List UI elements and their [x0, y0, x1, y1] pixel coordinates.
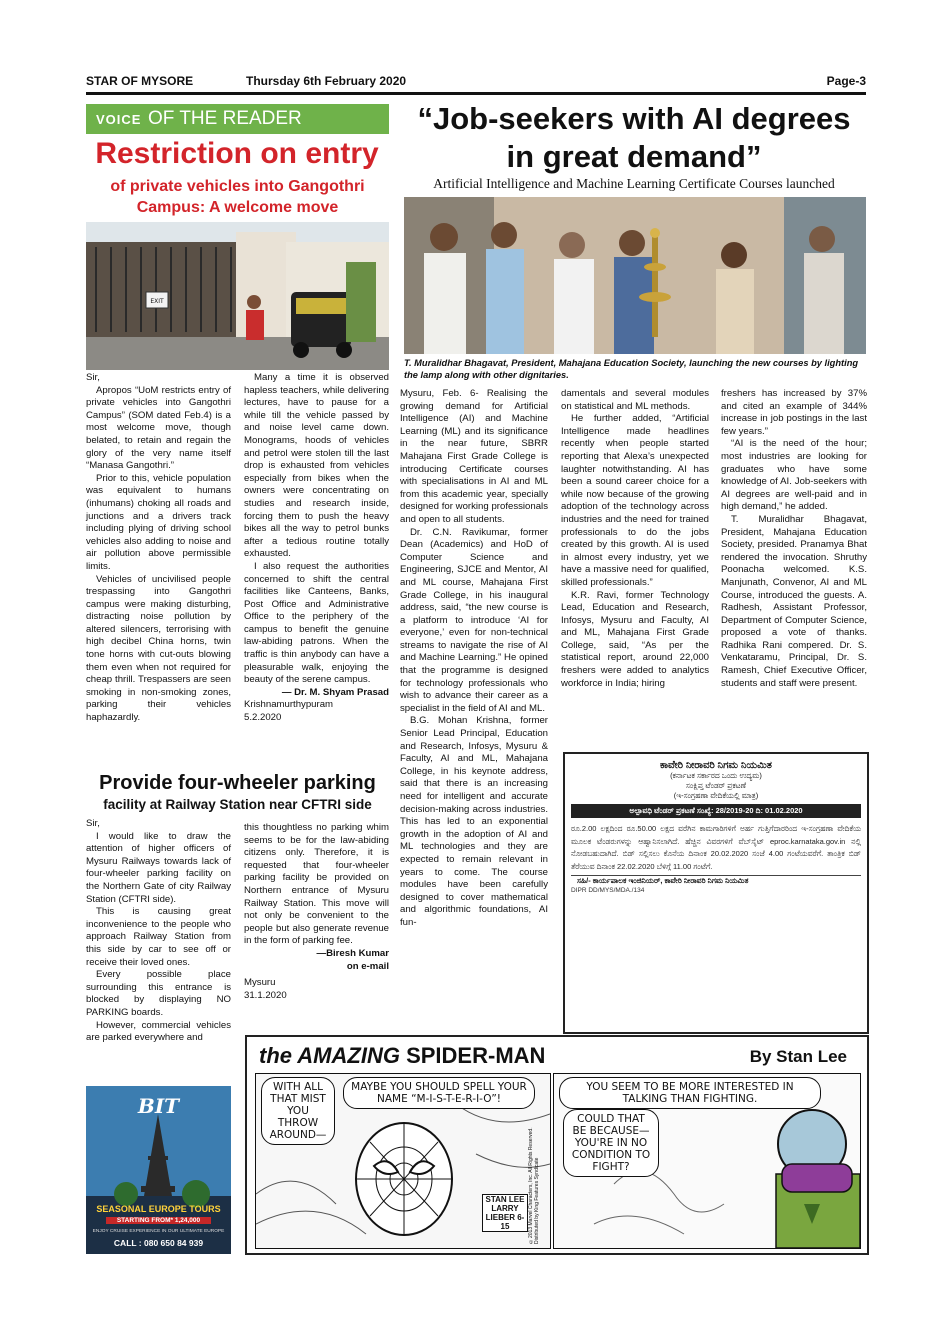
story-paragraph: damentals and several modules on statistical and ML methods. [561, 388, 709, 412]
main-headline-line-1: “Job-seekers with AI degrees [417, 101, 851, 136]
photo-caption: T. Muralidhar Bhagavat, President, Mahajana Education Society, launching the new courses by lighting the lamp along with other dignitaries. [404, 358, 859, 380]
main-subheadline: Artificial Intelligence and Machine Learning Certificate Courses launched [433, 176, 835, 191]
salutation: Sir, [86, 372, 100, 383]
letter2-subheadline: facility at Railway Station near CFTRI side [103, 797, 372, 812]
notice-sub1: (ಕರ್ನಾಟಕ ಸರ್ಕಾರದ ಒಂದು ಉದ್ಯಮ) [670, 771, 762, 780]
letter2-paragraph: This is causing great inconvenience to the people who approach Railway Station from this side by car to see off or receive their loved ones. [86, 906, 231, 968]
speech-bubble-3: YOU SEEM TO BE MORE INTERESTED IN TALKING THAN FIGHTING. [559, 1077, 821, 1109]
bit-travel-ad[interactable] [86, 1086, 231, 1254]
letter1-place: Krishnamurthypuram [244, 699, 334, 711]
letter2-paragraph: However, commercial vehicles are parked everywhere and [86, 1019, 231, 1044]
ad-tagline: ENJOY CRUISE EXPERIENCE IN OUR ULTIMATE EUROPE [92, 1229, 225, 1234]
speech-bubble-4: COULD THAT BE BECAUSE— YOU'RE IN NO CONDITION TO FIGHT? [563, 1109, 659, 1177]
letter2-column-1 [86, 818, 231, 1045]
comic-byline: By Stan Lee [749, 1047, 847, 1066]
notice-title: ಕಾವೇರಿ ನೀರಾವರಿ ನಿಗಮ ನಿಯಮಿತ [660, 760, 772, 771]
notice-ref: DIPR DD/MYS/MDA./134 [571, 887, 645, 894]
letter1-headline: Restriction on entry [95, 137, 379, 170]
ad-phone: CALL : 080 650 84 939 [113, 1238, 204, 1248]
notice-footer: ಸಹಿ/- ಕಾರ್ಯಪಾಲಕ ಇಂಜಿನಿಯರ್, ಕಾವೇರಿ ನೀರಾವರಿ ನಿಗಮ ನಿಯಮಿತ [571, 875, 861, 886]
voice-of-reader-banner [86, 104, 389, 134]
masthead-strip [86, 70, 866, 95]
story-paragraph: B.G. Mohan Krishna, former Senior Lead Principal, Education and Research, Infosys, Mysuru & Faculty, AI and ML, Mahajana College, in his keynote address, said that there is an increasing need for intelligent and accurate decision-making across industries. This has led to an exponential growth in the adoption of AI and ML technologies and they are expected to remain relevant in years to come. The course modules have been carefully designed to cover mathematical and algorithmic foundations, AI fun- [400, 715, 548, 928]
story-paragraph: T. Muralidhar Bhagavat, President, Mahajana Education Society, presided. Pranamya Bhat rendered the invocation. Shruthy Poonacha welcomed. K.S. Manjunath, Convenor, AI and ML Course, introduced the guests. A. Radhesh, Assistant Professor, Department of Computer Science, proposed a vote of thanks. Radhika Rani compered. Dr. S. Venkataramu, Principal, Dr. S. Ramesh, Chief Executive Officer, students and staff were present. [721, 513, 867, 689]
notice-body: ರೂ.2.00 ಲಕ್ಷದಿಂದ ರೂ.50.00 ಲಕ್ಷದ ವರೆಗಿನ ಕಾಮಗಾರಿಗಳಿಗೆ ಅರ್ಹ ಗುತ್ತಿಗೆದಾರರಿಂದ ಇ-ಸಂಗ್ರಹಣಾ ವೇದಿಕೆಯ ಮೂಲಕ ಟೆಂಡರುಗಳನ್ನು ಆಹ್ವಾನಿಸಲಾಗಿದೆ. ಹೆಚ್ಚಿನ ವಿವರಗಳಿಗೆ ವೆಬ್‌ಸೈಟ್ eproc.karnataka.gov.in ನಲ್ಲಿ ನೋಡಬಹುದಾಗಿದೆ. ಬಿಡ್ ಸಲ್ಲಿಸಲು ಕೊನೆಯ ದಿನಾಂಕ 20.02.2020 ಸಂಜೆ 4.00 ಗಂಟೆಯವರೆಗೆ. ತಾಂತ್ರಿಕ ಬಿಡ್ ತೆರೆಯುವ ದಿನಾಂಕ 22.02.2020 ಬೆಳಿಗ್ಗೆ 11.00 ಗಂಟೆಗೆ. [571, 824, 861, 871]
comic-title [259, 1043, 545, 1069]
letter1-paragraph: Many a time it is observed hapless teachers, while delivering lectures, have to pause for a while till the vehicle passed by and noise level came down. Monograms, hoods of vehicles and petrol were stolen till the last drop is exhausted from vehicles especially from bikes when the owners were concentrating on studies and research inside, forcing them to push the heavy bikes all the way to petrol bunks after a tedious routine totally exhausted. [244, 372, 389, 560]
notice-sub3: (ಇ-ಸಂಗ್ರಹಣಾ ವೇದಿಕೆಯಲ್ಲಿ ಮಾತ್ರ) [673, 791, 759, 800]
main-headline [400, 100, 868, 176]
letter1-date: 5.2.2020 [244, 712, 282, 724]
speech-bubble-1: WITH ALL THAT MIST YOU THROW AROUND— [261, 1077, 335, 1145]
letter1-paragraph: I also request the authorities concerned to shift the central facilities like Canteens, Banks, Post Office and Administrative Office to the periphery of the campus to benefit the genuine law-abiding patrons. When the traffic is thin anybody can have a pleasurable walk, enjoying the beauty of the serene campus. [244, 560, 389, 686]
letter2-paragraph: I would like to draw the attention of higher officers of Mysuru Railways towards lack of four-wheeler parking facility on the Northern Gate of city Railway Station (CFTRI side). [86, 830, 231, 905]
story-paragraph: K.R. Ravi, former Technology Lead, Education and Research, Infosys, Mysuru and Faculty, AI and ML, Mahajana First Grade College, said, “As per the statistical report, around 22,000 freshers were added to analytics workforce in India; hiring [561, 589, 709, 689]
notice-sub2: ಸಂಕ್ಷಿಪ್ತ ಟೆಂಡರ್ ಪ್ರಕಟಣೆ [685, 781, 747, 790]
comic-title-amazing: AMAZING [297, 1043, 400, 1068]
letter1-column-1 [86, 372, 231, 725]
ad-price: STARTING FROM* 1,24,000 [106, 1217, 211, 1224]
ad-brand: BIT [137, 1094, 180, 1118]
speech-bubble-2: MAYBE YOU SHOULD SPELL YOUR NAME “M-I-S-T-E-R-I-O”! [343, 1077, 535, 1109]
letter2-signature-via: on e-mail [346, 960, 389, 972]
story-column-1 [400, 388, 548, 930]
tender-notice [563, 752, 869, 1034]
story-column-3 [721, 388, 867, 690]
paper-name: STAR OF MYSORE [86, 74, 194, 88]
salutation: Sir, [86, 818, 100, 829]
comic-title-the: the [259, 1043, 292, 1068]
letter1-subheadline: of private vehicles into Gangothri Campus: A welcome move [110, 178, 365, 216]
letter2-date: 31.1.2020 [244, 989, 287, 1001]
voice-label: VOICE [96, 112, 142, 127]
comic-copyright: ©2013 Marvel Characters, Inc. All Rights Reserved. Distributed by King Features Syndicate [528, 1127, 540, 1244]
ad-headline: SEASONAL EUROPE TOURS [96, 1204, 221, 1214]
letter1-signature: — Dr. M. Shyam Prasad [281, 686, 389, 698]
main-headline-line-2: in great demand” [506, 139, 762, 174]
letter2-column-2 [244, 822, 389, 1002]
story-paragraph: He further added, “Artificial Intelligence made headlines recently when people started reporting that Alexa’s unexpected laughter notwithstanding. AI has been a sound career choice for a while now because of the growing adoption of the technology across industries and the need for trained professionals to do the jobs created by this growth. AI is used in almost every industry, yet we have a massive need for qualified, skilled professionals.” [561, 413, 709, 588]
story-paragraph: Mysuru, Feb. 6- Realising the growing demand for Artificial Intelligence (AI) and Machine Learning (ML) and its significance in the near future, SBRR Mahajana First Grade College is introducing Certificate courses with specialisations in AI and ML from this academic year, specially designed for working professionals and open to all students. [400, 388, 548, 525]
comic-credits: STAN LEE LARRY LIEBER 6-15 [482, 1194, 528, 1232]
comic-title-spiderman: SPIDER-MAN [406, 1043, 546, 1068]
story-paragraph: freshers has increased by 37% and cited an example of 344% increase in job postings in the last few years.” [721, 388, 867, 437]
letter1-paragraph: Apropos “UoM restricts entry of private vehicles into Gangothri Campus” (SOM dated Feb.4) is a most welcome move, though belated, to retain and regain the glory of the very name itself “Manasa Gangothri.” [86, 384, 231, 472]
letter1-paragraph: Prior to this, vehicle population was equivalent to humans (inhumans) choking all roads and junctions and a drivers track including plying of driving school vehicles also adding to noise and air pollution above permissible limits. [86, 472, 231, 572]
letter2-signature: —Biresh Kumar [316, 947, 389, 959]
letter2-headline: Provide four-wheeler parking [99, 772, 376, 794]
spiderman-comic-strip [245, 1035, 869, 1255]
lamp-lighting-photo [404, 197, 866, 354]
story-paragraph: “AI is the need of the hour; most industries are looking for graduates who have some knowledge of AI. Job-seekers with AI degrees are well-paid and in high demand,” he added. [721, 438, 867, 513]
issue-date: Thursday 6th February 2020 [246, 74, 407, 88]
gangothri-gate-photo [86, 222, 389, 370]
letter1-column-2 [244, 372, 389, 725]
page-number: Page-3 [826, 74, 866, 88]
of-the-reader-label: OF THE READER [148, 108, 302, 129]
letter2-paragraph: Every possible place surrounding this entrance is blocked by displaying NO PARKING boards. [86, 969, 231, 1018]
letter2-place: Mysuru [244, 977, 276, 989]
notice-bar: ಅಲ್ಪಾವಧಿ ಟೆಂಡರ್ ಪ್ರಕಟಣೆ ಸಂಖ್ಯೆ: 28/2019-20 ದಿ: 01.02.2020 [571, 804, 861, 818]
letter1-paragraph: Vehicles of uncivilised people trespassing into Gangothri campus were making disturbing, distracting noise pollution by altered silencers, terrorising with high decibel China horns, twin tone horns with cut-outs blowing them even when not required for cheap thrill. Trespassers are seen smoking in non-smoking zones, parking their vehicles haphazardly. [86, 573, 231, 724]
story-column-2 [561, 388, 709, 690]
story-paragraph: Dr. C.N. Ravikumar, former Dean (Academics) and HoD of Computer Science and Engineering, SJCE and Mentor, AI and ML course, Mahajana First Grade College, in his inaugural address, said, “the new course is a platform to introduce ‘AI for everyone,’ even for non-technical streams to navigate the rise of AI and Machine Learning.” He opined that the programme is designed for technology professionals who wish to advance their career as a specialist in the field of AI and ML. [400, 526, 548, 714]
exit-sign-text: EXIT [150, 298, 164, 305]
letter2-paragraph: this thoughtless no parking whim seems to be for the law-abiding citizens only. Therefore, it is requested that four-wheeler parking facility be provided on Northern entrance of Mysuru Railway Station. This move will not only be convenient to the people but also generate revenue in the form of parking fee. [244, 822, 389, 947]
